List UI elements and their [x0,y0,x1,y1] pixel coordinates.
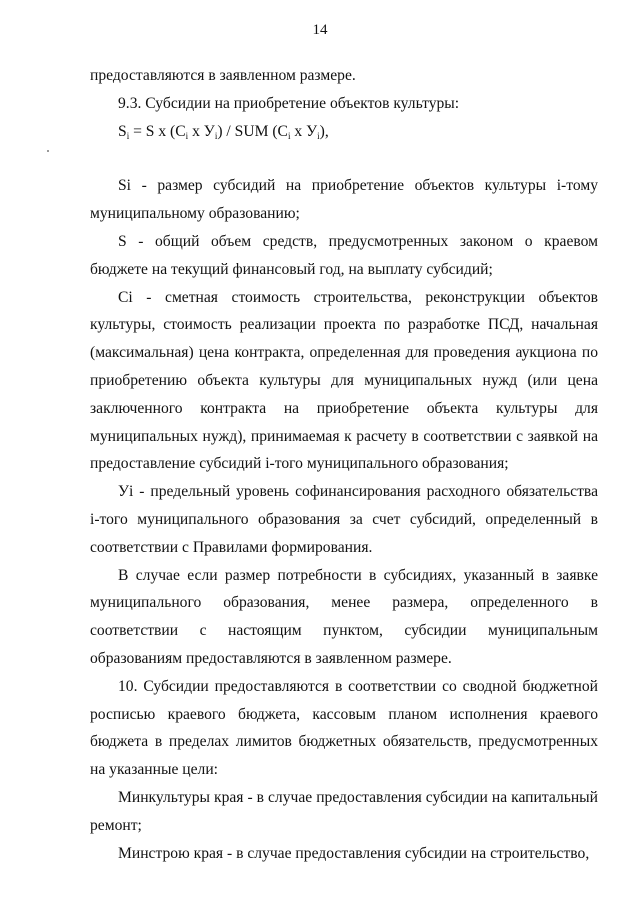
continuation-line: предоставляются в заявленном размере. [90,67,356,84]
page-body [90,62,598,867]
formula-subscript: i [287,130,291,141]
margin-mark [47,150,49,152]
formula-part: ), [319,122,329,140]
formula-part: x У [188,122,215,140]
formula-part: = S x (C [129,122,186,140]
page-number: 14 [312,22,328,38]
subsidy-formula [90,118,598,146]
formula-subscript: i [185,130,189,141]
paragraph-minkultury: Минкультуры края - в случае предоставления субсидии на капитальный ремонт; [90,788,598,834]
paragraph-case: В случае если размер потребности в субсидиях, указанный в заявке муниципального образования, менее размера, определенного в соответствии с настоящим пунктом, субсидии муниципальным образованиям предоставляются в заявленном размере. [90,566,598,667]
formula-subscript: i [317,130,320,141]
formula-subscript: i [214,130,218,141]
formula-lhs: S [118,122,127,140]
definition-yi: Уi - предельный уровень софинансирования расходного обязательства i-того муниципального образования за счет субсидий, определенный в соответствии с Правилами формирования. [90,483,598,556]
formula-subscript: i [126,130,130,141]
definition-ci: Ci - сметная стоимость строительства, реконструкции объектов культуры, стоимость реализации проекта по разработке ПСД, начальная (максимальная) цена контракта, определенная для проведения аукциона по приобретению объекта культуры для муниципальных нужд (или цена заключенного контракта на приобретение объекта культуры для муниципальных нужд), принимаемая к расчету в соответствии с заявкой на предоставление субсидий i-того муниципального образования; [90,288,598,473]
paragraph-10: 10. Субсидии предоставляются в соответствии со сводной бюджетной росписью краевого бюджета, кассовым планом исполнения краевого бюджета в пределах лимитов бюджетных обязательств, предусмотренных на указанные цели: [90,677,598,779]
paragraph-minstroy: Минстрою края - в случае предоставления субсидии на строительство, [118,844,590,862]
section-9-3-heading: 9.3. Субсидии на приобретение объектов культуры: [118,94,460,112]
formula-part: ) / SUM (C [217,122,288,140]
definition-s: S - общий объем средств, предусмотренных законом о краевом бюджете на текущий финансовый год, на выплату субсидий; [90,232,598,278]
formula-part: x У [290,122,318,140]
definition-si: Si - размер субсидий на приобретение объектов культуры i-тому муниципальному образованию; [90,177,598,223]
